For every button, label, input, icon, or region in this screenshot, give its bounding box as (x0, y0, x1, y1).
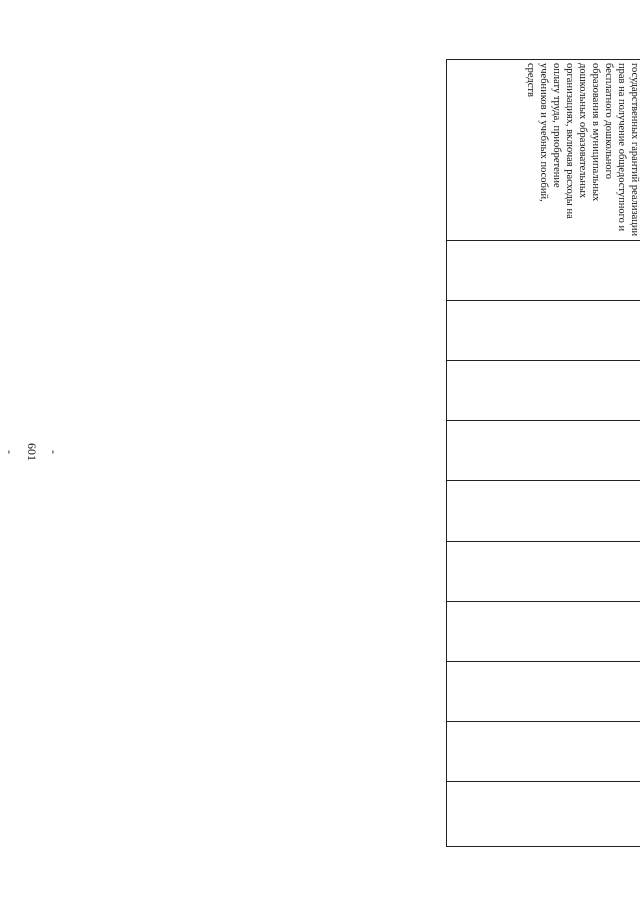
cell-value (447, 662, 640, 722)
budget-table (446, 59, 640, 847)
cell-value (447, 722, 640, 782)
cell-value (447, 481, 640, 541)
row-name: государственных гарантий реализации прав на получение общедоступного и бесплатного дошкольного образования в муниципальных дошкольных образовательных организациях, включая расходы на оплату труда, приобретение учебников и учебных пособий, средств (525, 63, 640, 237)
table-row (447, 60, 640, 847)
cell-value (447, 300, 640, 360)
cell-value (447, 421, 640, 481)
row-name-cell (447, 60, 640, 241)
cell-value (447, 782, 640, 847)
cell-value (447, 240, 640, 300)
cell-value (447, 361, 640, 421)
cell-value (447, 541, 640, 601)
page-number: - 601 - (3, 443, 61, 461)
cell-value (447, 601, 640, 661)
budget-table-wrapper (455, 59, 640, 847)
